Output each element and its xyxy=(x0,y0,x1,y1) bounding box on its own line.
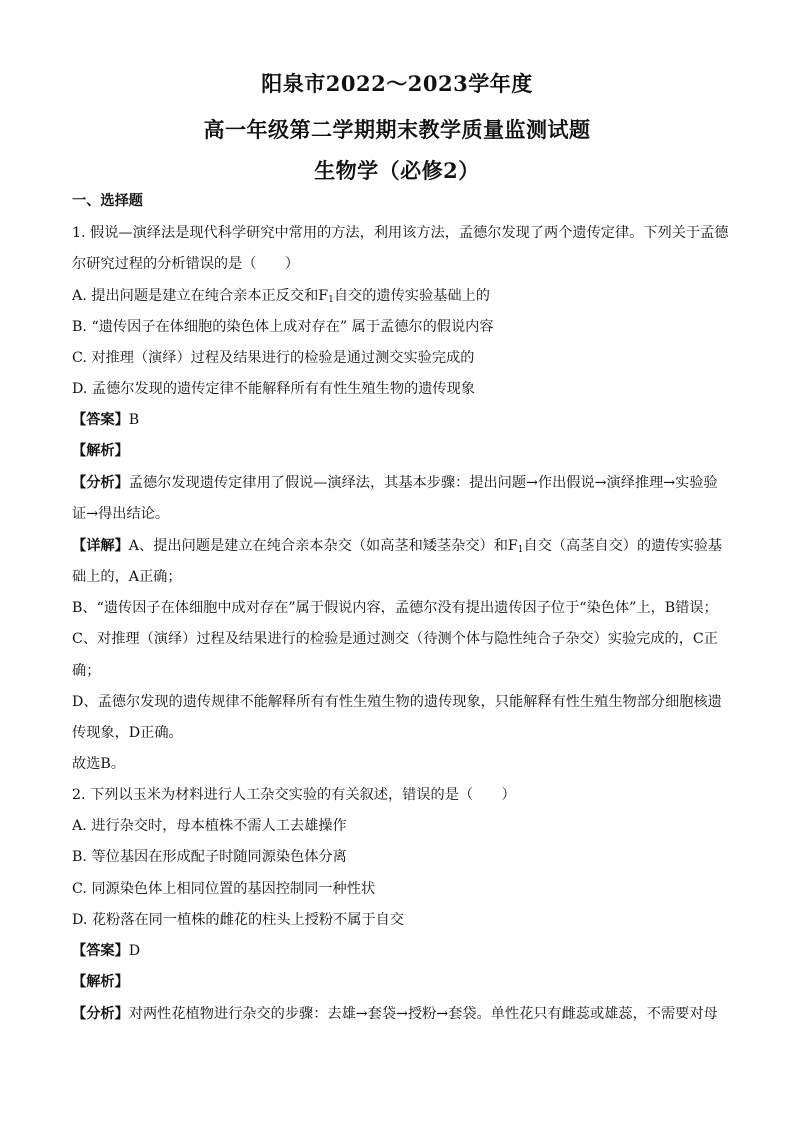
title-line-1: 阳泉市2022～2023学年度 xyxy=(261,71,533,96)
q2-answer-tag: 【答案】 xyxy=(72,943,129,959)
q1-analysis-tag: 【解析】 xyxy=(72,443,129,459)
q1-detail-label: 【详解】 xyxy=(72,538,129,554)
q2-analysis-text: 对两性花植物进行杂交的步骤：去雄→套袋→授粉→套袋。单性花只有雌蕊或雄蕊，不需要对母 xyxy=(128,1006,718,1022)
q2-answer xyxy=(72,942,722,960)
title-line-2: 高一年级第二学期期末教学质量监测试题 xyxy=(203,117,591,142)
q2-stem: 2. 下列以玉米为材料进行人工杂交实验的有关叙述，错误的是（ ） xyxy=(72,787,516,803)
section-heading: 一、选择题 xyxy=(72,193,143,209)
title-line-3: 生物学（必修2） xyxy=(314,158,480,183)
q1-analysis-text: 孟德尔发现遗传定律用了假说—演绎法，其基本步骤：提出问题→作出假说→演绎推理→实验验 xyxy=(128,475,718,491)
q1-option-d: D. 孟德尔发现的遗传定律不能解释所有有性生殖生物的遗传现象 xyxy=(72,381,475,397)
q1-detail-c-line-1: C、对推理（演绎）过程及结果进行的检验是通过测交（待测个体与隐性纯合子杂交）实验完成的，C正 xyxy=(72,631,718,647)
q1-stem-line-1: 1. 假说—演绎法是现代科学研究中常用的方法，利用该方法，孟德尔发现了两个遗传定律。下列关于孟德 xyxy=(72,225,729,241)
q1-detail-b: B、“遗传因子在体细胞中成对存在”属于假说内容，孟德尔没有提出遗传因子位于“染色体”上，B错误； xyxy=(72,600,718,616)
q2-option-c: C. 同源染色体上相同位置的基因控制同一种性状 xyxy=(72,881,376,897)
q1-detail-a-line-2: 础上的，A正确； xyxy=(72,569,182,585)
q1-option-a-text-end: 自交的遗传实验基础上的 xyxy=(333,288,490,304)
q1-option-a-subscript: 1 xyxy=(328,295,334,305)
q1-detail-a-line-1 xyxy=(72,537,722,559)
q2-option-d: D. 花粉落在同一植株的雌花的柱头上授粉不属于自交 xyxy=(72,912,405,928)
q1-conclusion: 故选B。 xyxy=(72,756,125,772)
q1-answer-value: B xyxy=(128,412,140,428)
q1-detail-c-line-2: 确； xyxy=(72,663,101,679)
q1-detail-a-subscript: 1 xyxy=(517,545,524,555)
q1-answer xyxy=(72,411,722,429)
q1-option-a-text: A. 提出问题是建立在纯合亲本正反交和F xyxy=(72,288,329,304)
q1-analysis-line-1 xyxy=(72,474,722,492)
q1-answer-tag: 【答案】 xyxy=(72,412,129,428)
q2-option-b: B. 等位基因在形成配子时随同源染色体分离 xyxy=(72,849,347,865)
q1-option-a xyxy=(72,287,722,309)
q1-detail-d-line-2: 传现象，D正确。 xyxy=(72,725,183,741)
q1-analysis-line-2: 证→得出结论。 xyxy=(72,506,170,522)
q1-stem-line-2: 尔研究过程的分析错误的是（ ） xyxy=(72,256,300,272)
q2-answer-value: D xyxy=(128,943,141,959)
q1-detail-a-text-end: 自交（高茎自交）的遗传实验基 xyxy=(523,538,723,554)
q2-option-a: A. 进行杂交时，母本植株不需人工去雄操作 xyxy=(72,818,347,834)
q1-detail-d-line-1: D、孟德尔发现的遗传规律不能解释所有有性生殖生物的遗传现象，只能解释有性生殖生物部分细胞核遗 xyxy=(72,694,722,710)
q2-analysis-tag: 【解析】 xyxy=(72,974,129,990)
q1-option-b: B. “遗传因子在体细胞的染色体上成对存在” 属于孟德尔的假说内容 xyxy=(72,319,494,335)
q2-analysis-line-1 xyxy=(72,1005,722,1023)
q1-option-c: C. 对推理（演绎）过程及结果进行的检验是通过测交实验完成的 xyxy=(72,350,475,366)
q1-analysis-label: 【分析】 xyxy=(72,475,129,491)
q2-analysis-label: 【分析】 xyxy=(72,1006,129,1022)
q1-detail-a-text: A、提出问题是建立在纯合亲本杂交（如高茎和矮茎杂交）和F xyxy=(128,538,518,554)
